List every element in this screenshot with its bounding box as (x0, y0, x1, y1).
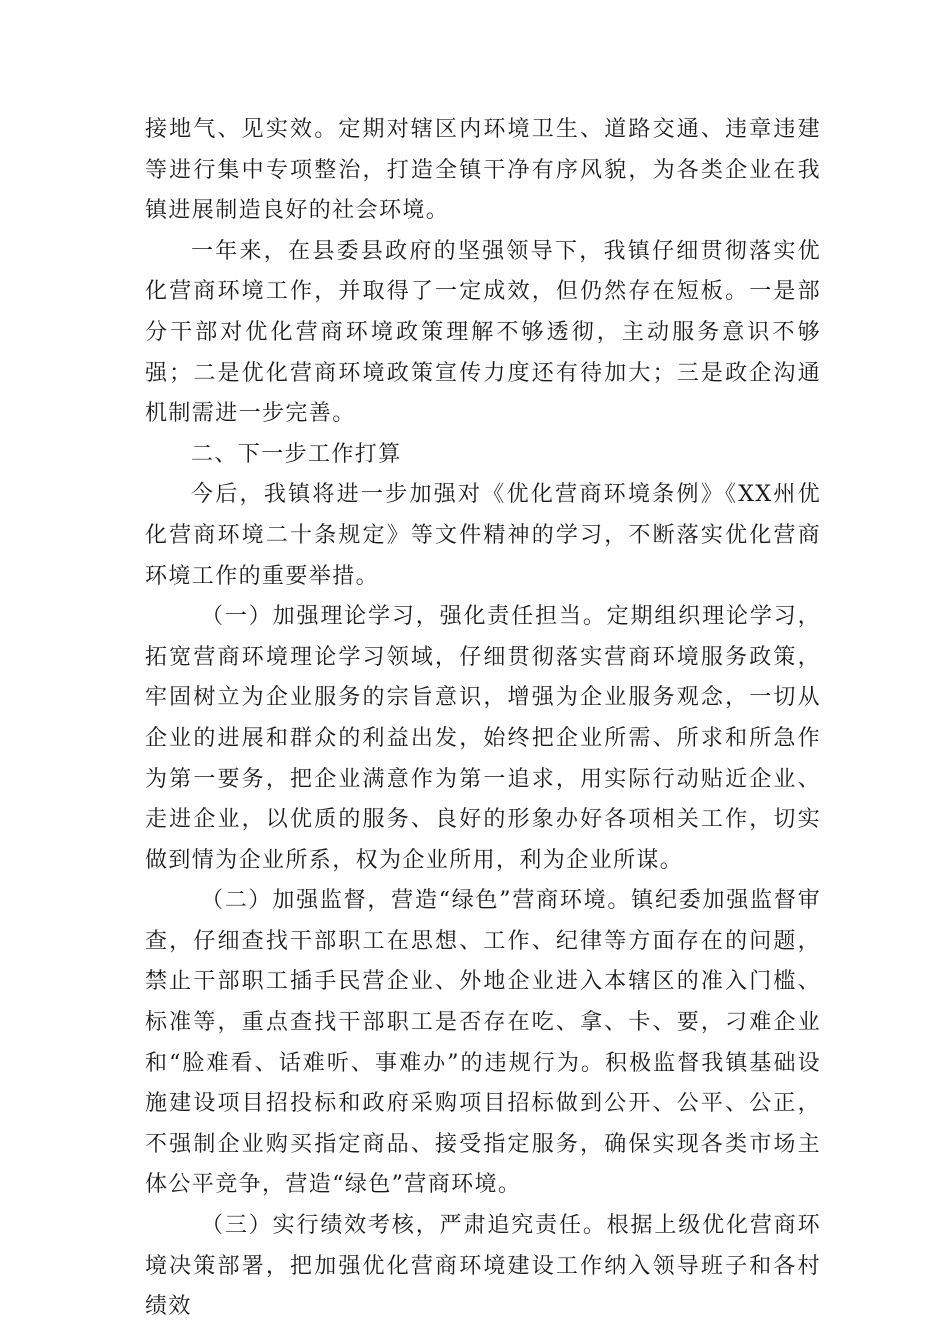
document-body (145, 110, 821, 1328)
paragraph-item-1: （一）加强理论学习，强化责任担当。定期组织理论学习，拓宽营商环境理论学习领域，仔细贯彻落实营商环境服务政策，牢固树立为企业服务的宗旨意识，增强为企业服务观念，一切从企业的进展和群众的利益出发，始终把企业所需、所求和所急作为第一要务，把企业满意作为第一追求，用实际行动贴近企业、走进企业，以优质的服务、良好的形象办好各项相关工作，切实做到情为企业所系，权为企业所用，利为企业所谋。 (145, 604, 821, 873)
paragraph-shortcomings: 一年来，在县委县政府的坚强领导下，我镇仔细贯彻落实优化营商环境工作，并取得了一定成效，但仍然存在短板。一是部分干部对优化营商环境政策理解不够透彻，主动服务意识不够强；二是优化营商环境政策宣传力度还有待加大；三是政企沟通机制需进一步完善。 (145, 238, 821, 427)
paragraph-item-3: （三）实行绩效考核，严肃追究责任。根据上级优化营商环境决策部署，把加强优化营商环境建设工作纳入领导班子和各村绩效 (145, 1213, 821, 1320)
paragraph-intro-next-steps: 今后，我镇将进一步加强对《优化营商环境条例》《XX州优化营商环境二十条规定》等文件精神的学习，不断落实优化营商环境工作的重要举措。 (145, 482, 821, 589)
section-heading-next-steps: 二、下一步工作打算 (191, 441, 402, 467)
paragraph-continuation: 接地气、见实效。定期对辖区内环境卫生、道路交通、违章违建等进行集中专项整治，打造全镇干净有序风貌，为各类企业在我镇进展制造良好的社会环境。 (145, 117, 821, 224)
paragraph-item-2: （二）加强监督，营造“绿色”营商环境。镇纪委加强监督审查，仔细查找干部职工在思想、工作、纪律等方面存在的问题，禁止干部职工插手民营企业、外地企业进入本辖区的准入门槛、标准等，重点查找干部职工是否存在吃、拿、卡、要，刁难企业和“脸难看、话难听、事难办”的违规行为。积极监督我镇基础设施建设项目招投标和政府采购项目招标做到公开、公平、公正，不强制企业购买指定商品、接受指定服务，确保实现各类市场主体公平竞争，营造“绿色”营商环境。 (145, 888, 821, 1198)
